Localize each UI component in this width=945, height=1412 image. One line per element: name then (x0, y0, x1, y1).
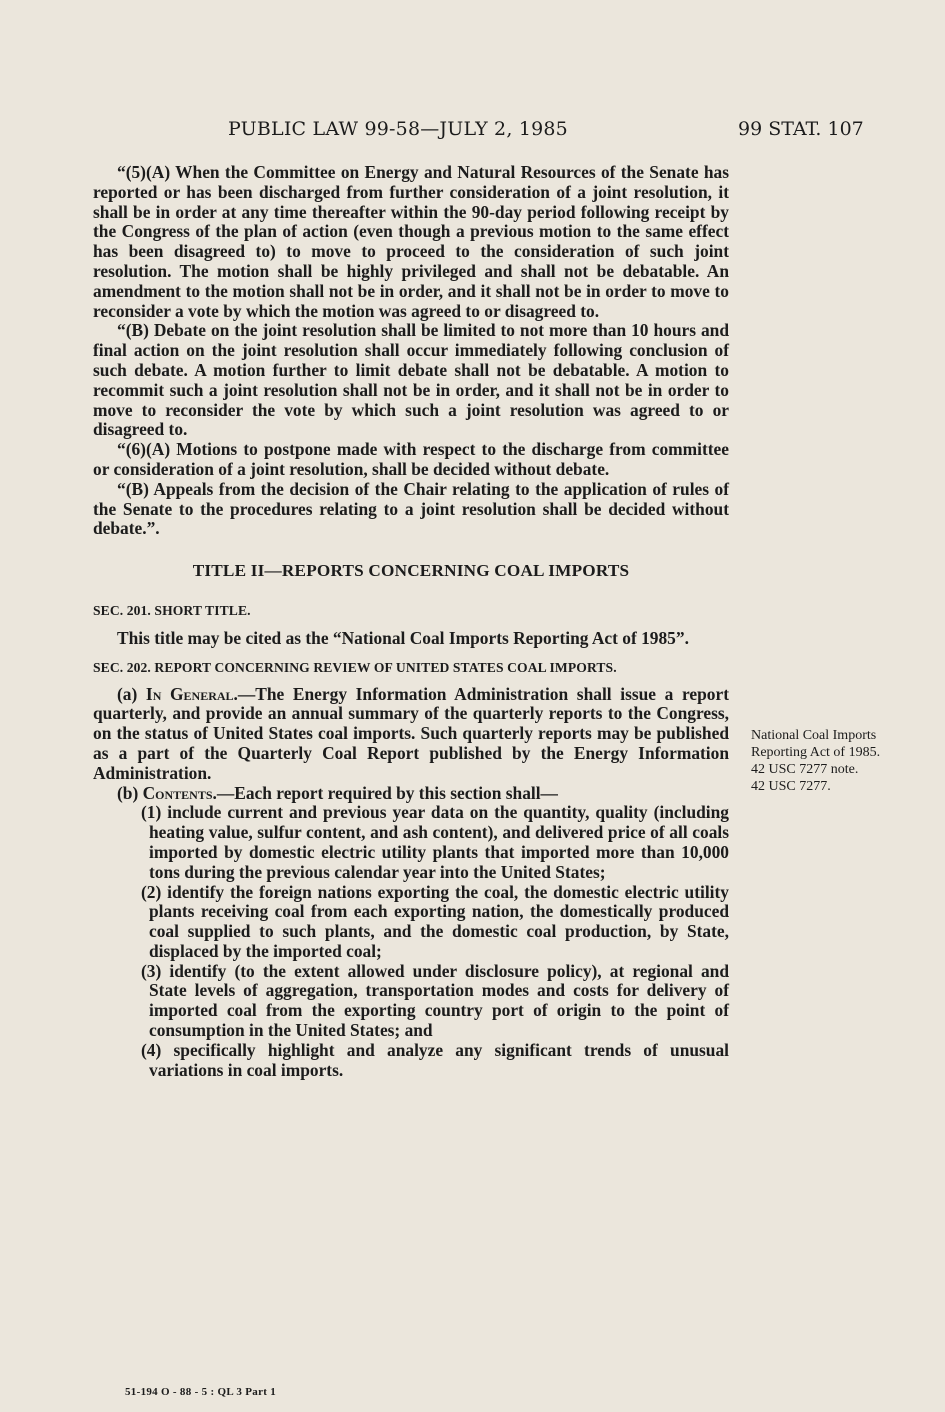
section-201-text: This title may be cited as the “National Coal Imports Reporting Act of 1985”. (117, 627, 689, 648)
margin-note-usc: 42 USC 7277. (751, 779, 831, 794)
margin-notes (751, 727, 891, 795)
subsection-b-text: —Each report required by this section shall— (216, 782, 558, 803)
document-body (93, 163, 729, 1080)
paragraph-6a: “(6)(A) Motions to postpone made with respect to the discharge from committee or consideration of a joint resolution, shall be decided without debate. (93, 439, 729, 479)
subsection-b-prefix: (b) (117, 782, 143, 803)
title-heading: TITLE II—REPORTS CONCERNING COAL IMPORTS (192, 561, 630, 581)
subsection-b-heading: Contents. (142, 782, 217, 803)
list-item: (3) identify (to the extent allowed under disclosure policy), at regional and State levels of aggregation, transportation modes and costs for delivery of imported coal from the exporting country port of origin to the point of consumption in the United States; and (141, 960, 729, 1041)
list-item: (4) specifically highlight and analyze any significant trends of unusual variations in coal imports. (141, 1039, 729, 1080)
margin-note-usc-note: 42 USC 7277 note. (751, 762, 859, 777)
list-item: (2) identify the foreign nations exporting the coal, the domestic electric utility plants receiving coal from each exporting nation, the domestically produced coal supplied to such plants, and the domestic coal production, by State, displaced by the imported coal; (141, 881, 729, 961)
paragraph-6b: “(B) Appeals from the decision of the Chair relating to the application of rules of the Senate to the procedures relating to a joint resolution shall be decided without debate.”. (93, 478, 729, 539)
section-201-heading: SEC. 201. SHORT TITLE. (93, 602, 251, 618)
paragraph-5a: “(5)(A) When the Committee on Energy and Natural Resources of the Senate has reported or has been discharged from further consideration of a joint resolution, it shall be in order at any time thereafter within the 90-day period following receipt by the Congress of the plan of action (even though a previous motion to the same effect has been disagreed to) to move to proceed to the consideration of such joint resolution. The motion shall be highly privileged and shall not be debatable. An amendment to the motion shall not be in order, and it shall not be in order to move to reconsider a vote by which the motion was agreed to or disagreed to. (93, 162, 729, 321)
subsection-a-heading: In General. (145, 683, 238, 704)
paragraph-5b: “(B) Debate on the joint resolution shall be limited to not more than 10 hours and final action on the joint resolution shall occur immediately following conclusion of such debate. A motion further to limit debate shall not be debatable. A motion to recommit such a joint resolution shall not be in order, and it shall not be in order to move to reconsider the vote by which such a joint resolution was agreed to or disagreed to. (93, 320, 729, 440)
subsection-a-text: —The Energy Information Administration shall issue a report quarterly, and provide an annual summary of the quarterly reports to the Congress, on the status of United States coal imports. Such quarterly reports may be published as a part of the Quarterly Coal Report published by the Energy Information Administration. (93, 683, 729, 783)
subsection-a-prefix: (a) (117, 683, 146, 704)
page-header-title: PUBLIC LAW 99-58—JULY 2, 1985 (228, 118, 568, 140)
print-footer: 51-194 O - 88 - 5 : QL 3 Part 1 (125, 1386, 277, 1398)
margin-note-short-title: National Coal Imports Reporting Act of 1985. (751, 728, 881, 760)
page-header-stat: 99 STAT. 107 (738, 118, 864, 140)
subsection-b (93, 784, 729, 804)
section-202-heading: SEC. 202. REPORT CONCERNING REVIEW OF UNITED STATES COAL IMPORTS. (93, 659, 617, 675)
subsection-a (93, 685, 729, 784)
list-item: (1) include current and previous year data on the quantity, quality (including heating value, sulfur content, and ash content), and delivered price of all coals imported by domestic electric utility plants that imported more than 10,000 tons during the previous calendar year into the United States; (141, 802, 729, 882)
